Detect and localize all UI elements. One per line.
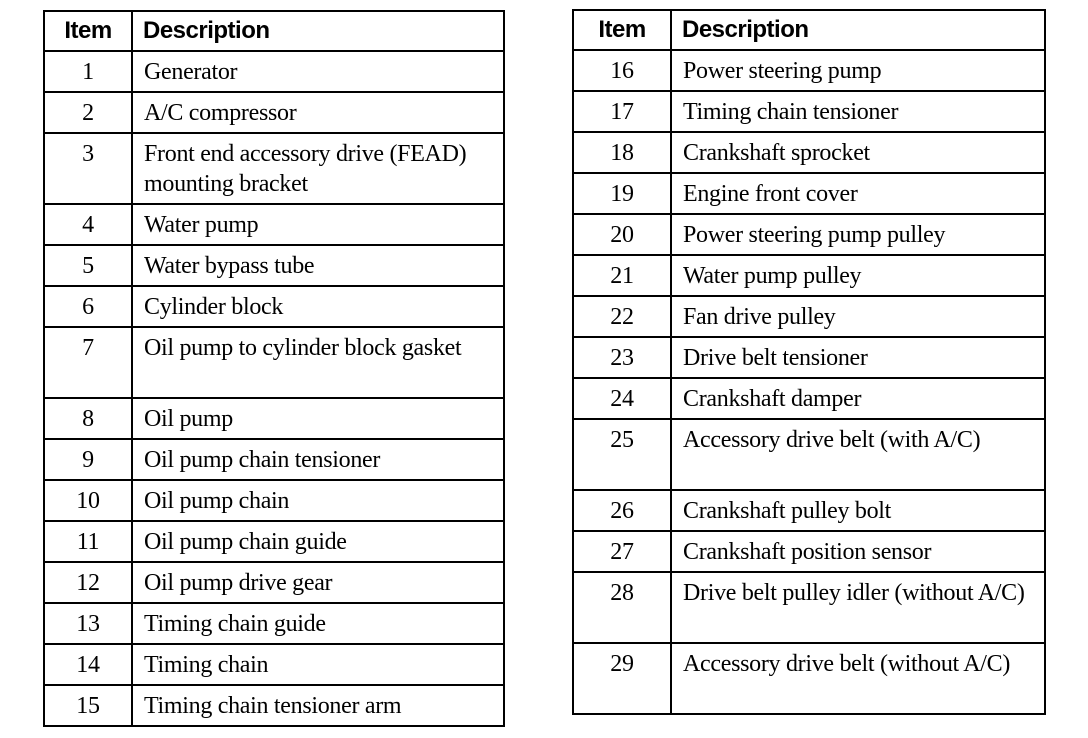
- table-row: [573, 572, 1045, 643]
- parts-legend-table-right: [572, 9, 1046, 715]
- column-header-item: Item: [44, 11, 132, 51]
- item-description: Oil pump chain: [132, 480, 504, 521]
- item-number: 25: [573, 419, 671, 490]
- column-header-description: Description: [671, 10, 1045, 50]
- item-number: 6: [44, 286, 132, 327]
- column-header-item: Item: [573, 10, 671, 50]
- item-number: 10: [44, 480, 132, 521]
- item-description: Power steering pump pulley: [671, 214, 1045, 255]
- table-row: [573, 296, 1045, 337]
- item-number: 24: [573, 378, 671, 419]
- item-number: 23: [573, 337, 671, 378]
- item-description: Crankshaft position sensor: [671, 531, 1045, 572]
- table-row: [44, 92, 504, 133]
- table-row: [573, 643, 1045, 714]
- item-number: 9: [44, 439, 132, 480]
- item-description: Oil pump chain guide: [132, 521, 504, 562]
- table-row: [44, 562, 504, 603]
- item-description: Timing chain tensioner: [671, 91, 1045, 132]
- item-number: 2: [44, 92, 132, 133]
- table-row: [44, 245, 504, 286]
- item-description: Engine front cover: [671, 173, 1045, 214]
- item-number: 27: [573, 531, 671, 572]
- item-description: Oil pump: [132, 398, 504, 439]
- item-description: Timing chain guide: [132, 603, 504, 644]
- table-row: [573, 378, 1045, 419]
- item-number: 8: [44, 398, 132, 439]
- item-description: Timing chain: [132, 644, 504, 685]
- item-number: 22: [573, 296, 671, 337]
- table-row: [573, 214, 1045, 255]
- item-description: A/C compressor: [132, 92, 504, 133]
- table-row: [573, 50, 1045, 91]
- item-number: 15: [44, 685, 132, 726]
- item-description: Water pump: [132, 204, 504, 245]
- table-row: [44, 439, 504, 480]
- table-row: [44, 204, 504, 245]
- table-row: [44, 480, 504, 521]
- item-description: Oil pump drive gear: [132, 562, 504, 603]
- table-row: [44, 51, 504, 92]
- item-description: Drive belt tensioner: [671, 337, 1045, 378]
- item-number: 26: [573, 490, 671, 531]
- item-number: 11: [44, 521, 132, 562]
- item-description: Oil pump chain tensioner: [132, 439, 504, 480]
- item-number: 13: [44, 603, 132, 644]
- item-number: 7: [44, 327, 132, 398]
- table-row: [573, 419, 1045, 490]
- table-row: [573, 490, 1045, 531]
- table-row: [573, 337, 1045, 378]
- column-header-description: Description: [132, 11, 504, 51]
- item-number: 16: [573, 50, 671, 91]
- table-row: [573, 255, 1045, 296]
- item-number: 3: [44, 133, 132, 204]
- table-row: [44, 286, 504, 327]
- table-row: [573, 91, 1045, 132]
- item-description: Water bypass tube: [132, 245, 504, 286]
- item-number: 18: [573, 132, 671, 173]
- item-number: 21: [573, 255, 671, 296]
- item-description: Timing chain tensioner arm: [132, 685, 504, 726]
- item-number: 5: [44, 245, 132, 286]
- item-description: Crankshaft damper: [671, 378, 1045, 419]
- item-number: 12: [44, 562, 132, 603]
- item-number: 17: [573, 91, 671, 132]
- item-description: Drive belt pulley idler (without A/C): [671, 572, 1045, 643]
- table-row: [573, 531, 1045, 572]
- table-row: [44, 685, 504, 726]
- item-description: Fan drive pulley: [671, 296, 1045, 337]
- item-description: Accessory drive belt (without A/C): [671, 643, 1045, 714]
- item-number: 4: [44, 204, 132, 245]
- item-description: Generator: [132, 51, 504, 92]
- table-row: [573, 173, 1045, 214]
- table-row: [44, 398, 504, 439]
- item-description: Accessory drive belt (with A/C): [671, 419, 1045, 490]
- table-header-row: [573, 10, 1045, 50]
- item-description: Power steering pump: [671, 50, 1045, 91]
- item-number: 19: [573, 173, 671, 214]
- parts-legend-table-left: [43, 10, 505, 727]
- item-description: Front end accessory drive (FEAD) mounting bracket: [132, 133, 504, 204]
- item-description: Oil pump to cylinder block gasket: [132, 327, 504, 398]
- table-header-row: [44, 11, 504, 51]
- item-number: 20: [573, 214, 671, 255]
- item-number: 14: [44, 644, 132, 685]
- item-description: Crankshaft sprocket: [671, 132, 1045, 173]
- table-row: [44, 603, 504, 644]
- table-row: [573, 132, 1045, 173]
- table-row: [44, 133, 504, 204]
- table-row: [44, 521, 504, 562]
- item-description: Crankshaft pulley bolt: [671, 490, 1045, 531]
- item-number: 1: [44, 51, 132, 92]
- item-number: 29: [573, 643, 671, 714]
- table-row: [44, 644, 504, 685]
- item-description: Cylinder block: [132, 286, 504, 327]
- table-row: [44, 327, 504, 398]
- item-description: Water pump pulley: [671, 255, 1045, 296]
- item-number: 28: [573, 572, 671, 643]
